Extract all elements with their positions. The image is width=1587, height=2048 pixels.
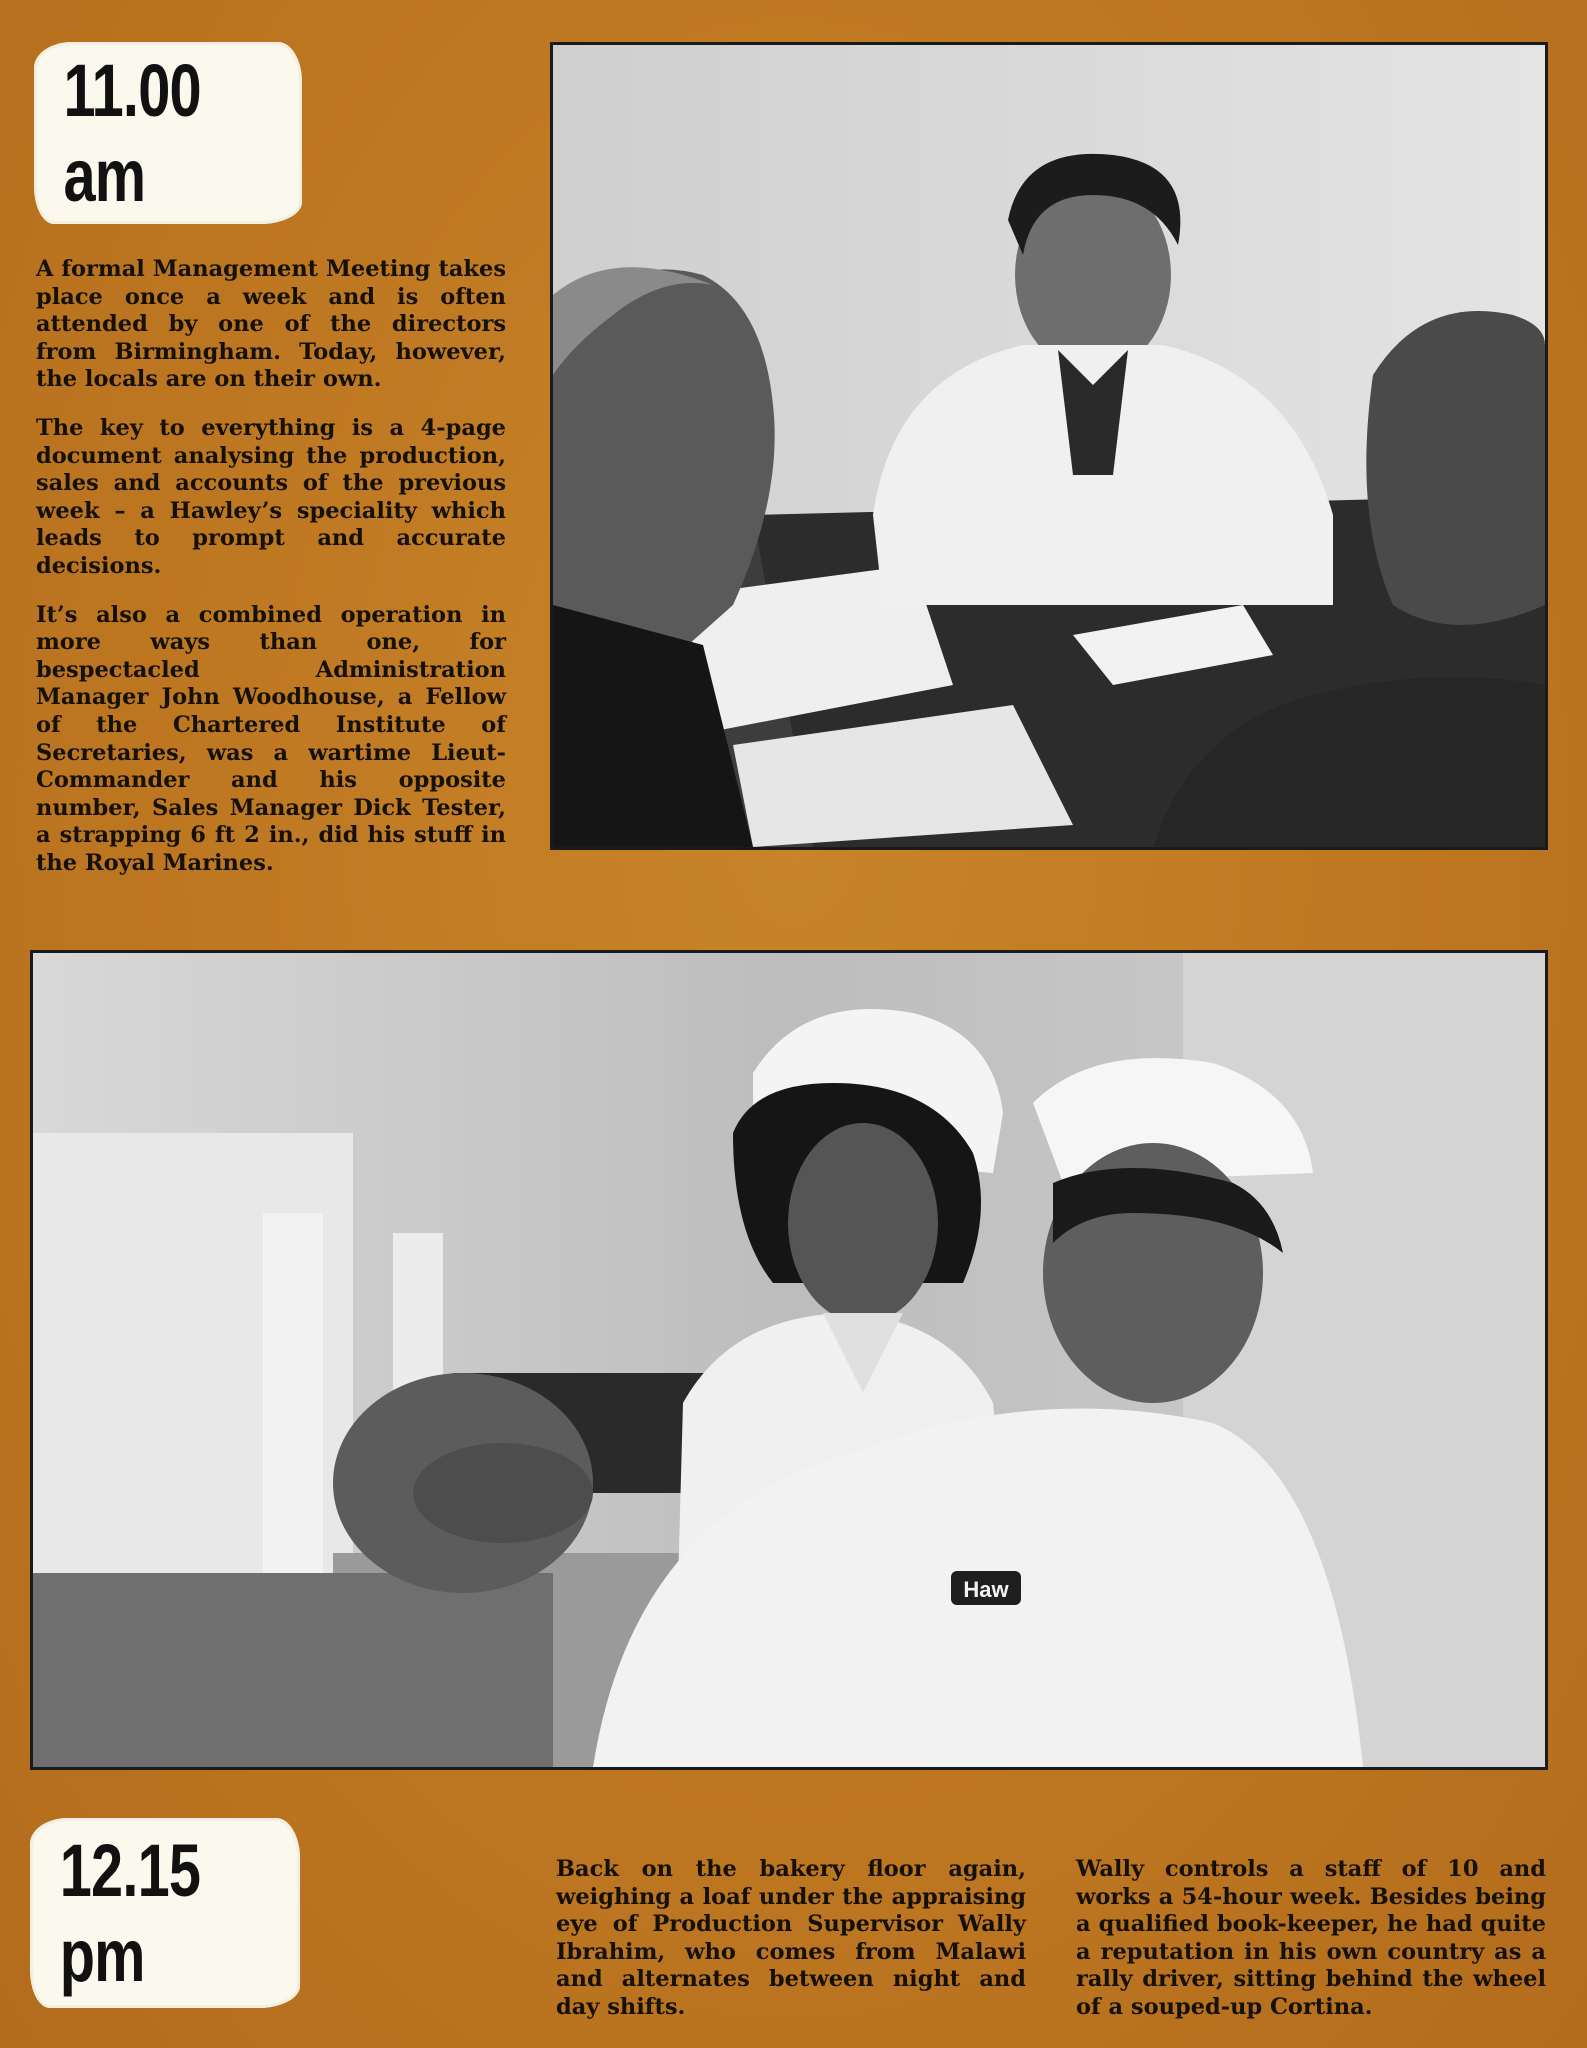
bakery-photo	[30, 950, 1548, 1770]
meeting-article	[36, 256, 506, 898]
article-paragraph: Back on the bakery floor again, weighing a loaf under the appraising eye of Production Supervisor Wally Ibrahim, who comes from Malawi and alternates between night and day shifts.	[556, 1856, 1026, 2020]
time-card-1100	[34, 42, 302, 224]
bakery-article-column-2	[1076, 1856, 1546, 2043]
time-label: 12.15 pm	[59, 1829, 201, 1997]
article-paragraph: Wally controls a staff of 10 and works a 54-hour week. Besides being a qualified book-keeper, he had quite a reputation in his own country as a rally driver, sitting behind the wheel of a souped-up Cortina.	[1076, 1856, 1546, 2020]
meeting-photo-image	[553, 45, 1545, 847]
article-paragraph: A formal Management Meeting takes place once a week and is often attended by one of the directors from Birmingham. Today, however, the locals are on their own.	[36, 256, 506, 393]
hawleys-badge: Haw	[963, 1577, 1009, 1602]
bakery-article-column-1	[556, 1856, 1026, 2043]
time-label: 11.00 am	[63, 49, 201, 217]
meeting-photo	[550, 42, 1548, 850]
time-card-1215	[30, 1818, 300, 2008]
bakery-photo-image	[33, 953, 1545, 1767]
article-paragraph: The key to everything is a 4-page document analysing the production, sales and accounts of the previous week – a Hawley’s speciality which leads to prompt and accurate decisions.	[36, 414, 506, 579]
article-paragraph: It’s also a combined operation in more ways than one, for bespectacled Administration Manager John Woodhouse, a Fellow of the Chartered Institute of Secretaries, was a wartime Lieut-Commander and his opposite number, Sales Manager Dick Tester, a strapping 6 ft 2 in., did his stuff in the Royal Marines.	[36, 601, 506, 876]
